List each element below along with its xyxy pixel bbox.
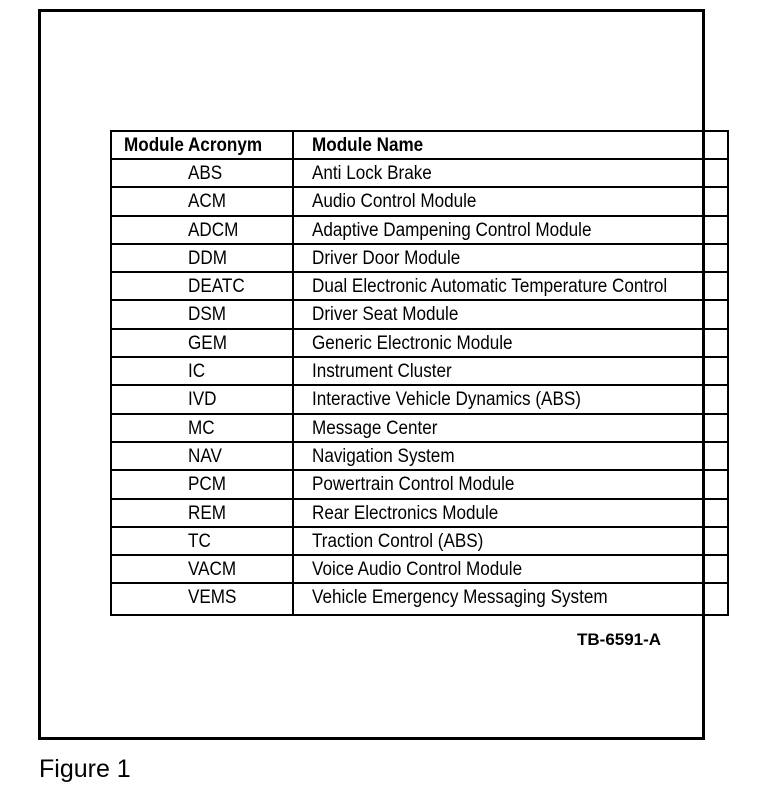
module-acronym-cell: PCM	[188, 474, 227, 496]
module-acronym-cell: DDM	[188, 247, 227, 269]
module-acronym-cell: ACM	[188, 191, 227, 213]
module-name-cell: Dual Electronic Automatic Temperature Control	[312, 276, 668, 298]
module-acronym-cell: DEATC	[188, 276, 245, 298]
module-name-cell: Voice Audio Control Module	[312, 559, 523, 581]
table-row	[112, 273, 727, 301]
module-acronym-cell: NAV	[188, 445, 222, 467]
module-acronym-cell: VACM	[188, 559, 237, 581]
module-acronym-cell: VEMS	[188, 587, 237, 609]
module-acronym-cell: DSM	[188, 304, 227, 326]
module-name-cell: Generic Electronic Module	[312, 332, 513, 354]
module-name-cell: Rear Electronics Module	[312, 502, 499, 524]
table-row	[112, 500, 727, 528]
module-name-cell: Adaptive Dampening Control Module	[312, 219, 592, 241]
module-acronym-cell: IVD	[188, 389, 217, 411]
module-name-cell: Audio Control Module	[312, 191, 477, 213]
module-name-cell: Instrument Cluster	[312, 361, 452, 383]
module-acronym-cell: TC	[188, 530, 211, 552]
table-row	[112, 245, 727, 273]
module-acronym-cell: IC	[188, 361, 206, 383]
module-name-cell: Traction Control (ABS)	[312, 530, 484, 552]
module-name-cell: Powertrain Control Module	[312, 474, 515, 496]
module-name-cell: Anti Lock Brake	[312, 163, 432, 184]
header-module-name: Module Name	[312, 135, 424, 156]
table-row	[112, 160, 727, 188]
table-row	[112, 188, 727, 216]
module-name-cell: Driver Seat Module	[312, 304, 459, 326]
module-name-cell: Driver Door Module	[312, 247, 461, 269]
module-acronym-cell: MC	[188, 417, 215, 439]
table-row	[112, 584, 727, 612]
figure-frame	[38, 9, 705, 740]
figure-caption: Figure 1	[39, 755, 131, 783]
module-name-cell: Message Center	[312, 417, 438, 439]
table-row	[112, 301, 727, 329]
table-row	[112, 443, 727, 471]
module-acronym-cell: GEM	[188, 332, 227, 354]
header-module-acronym: Module Acronym	[124, 135, 263, 156]
module-acronym-cell: ADCM	[188, 219, 239, 241]
module-name-cell: Interactive Vehicle Dynamics (ABS)	[312, 389, 581, 411]
table-row	[112, 471, 727, 499]
figure-code-label: TB-6591-A	[577, 630, 662, 649]
module-table	[110, 130, 729, 616]
table-row	[112, 386, 727, 414]
table-row	[112, 358, 727, 386]
table-row	[112, 415, 727, 443]
table-header-row	[112, 132, 727, 160]
module-acronym-cell: REM	[188, 502, 227, 524]
table-body	[112, 160, 727, 613]
table-row	[112, 556, 727, 584]
module-name-cell: Navigation System	[312, 445, 455, 467]
table-row	[112, 330, 727, 358]
module-name-cell: Vehicle Emergency Messaging System	[312, 587, 608, 609]
table-row	[112, 217, 727, 245]
table-row	[112, 528, 727, 556]
module-acronym-cell: ABS	[188, 163, 223, 184]
